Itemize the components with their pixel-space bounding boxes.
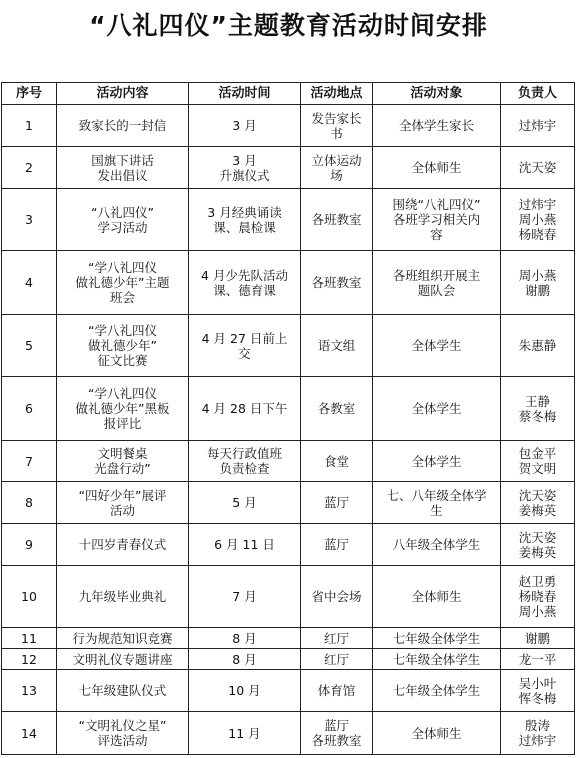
cell-owner — [501, 524, 575, 566]
cell-time-text: 6 月 11 日 — [214, 537, 275, 552]
cell-content — [57, 670, 189, 712]
cell-no — [2, 482, 57, 524]
cell-target-text: 七年级全体学生 — [392, 683, 481, 698]
cell-owner-text: 赵卫勇 杨晓春 周小燕 — [518, 574, 557, 619]
header-no: 序号 — [2, 83, 57, 105]
cell-place-text: 蓝厅 — [323, 537, 349, 552]
cell-owner-text: 过炜宇 周小燕 杨晓春 — [518, 197, 557, 242]
cell-place-text: 红厅 — [323, 630, 349, 646]
cell-place-text: 发告家长 书 — [311, 110, 362, 141]
cell-no — [2, 189, 57, 251]
cell-no — [2, 441, 57, 482]
cell-content-text: 十四岁青春仪式 — [78, 537, 167, 552]
cell-place — [301, 251, 373, 315]
cell-no-text: 7 — [25, 453, 33, 469]
cell-owner-text: 殷涛 过炜宇 — [518, 718, 557, 748]
cell-no-text: 1 — [25, 118, 33, 133]
cell-owner — [501, 147, 575, 189]
cell-time — [189, 524, 301, 566]
cell-content-text: 七年级建队仪式 — [78, 683, 167, 698]
cell-time-text: 4 月少先队活动 课、德育课 — [201, 267, 288, 298]
cell-target-text: 全体学生 — [411, 401, 462, 416]
schedule-table — [1, 82, 575, 755]
cell-target — [373, 105, 501, 147]
cell-no — [2, 566, 57, 628]
cell-content — [57, 566, 189, 628]
cell-content-text: “学八礼四仪 做礼德少年”主题 班会 — [75, 260, 170, 305]
cell-content-text: “四好少年”展评 活动 — [78, 487, 167, 518]
table-row — [2, 147, 575, 189]
cell-owner-text: 谢鹏 — [524, 630, 550, 646]
cell-target — [373, 524, 501, 566]
cell-target — [373, 441, 501, 482]
cell-owner-text: 过炜宇 — [518, 118, 557, 133]
cell-owner — [501, 377, 575, 441]
cell-time-text: 10 月 — [228, 683, 261, 698]
cell-time — [189, 105, 301, 147]
cell-place — [301, 147, 373, 189]
cell-owner — [501, 441, 575, 482]
cell-owner — [501, 712, 575, 755]
cell-place-text: 语文组 — [317, 338, 356, 353]
cell-no-text: 12 — [21, 651, 37, 667]
page-title: “八礼四仪”主题教育活动时间安排 — [89, 11, 488, 40]
cell-owner-text: 龙一平 — [518, 651, 557, 667]
cell-time — [189, 441, 301, 482]
cell-content-text: “学八礼四仪 做礼德少年”黑板 报评比 — [75, 386, 170, 431]
table-row — [2, 315, 575, 377]
cell-time-text: 4 月 27 日前上 交 — [201, 330, 288, 361]
header-owner: 负责人 — [501, 83, 575, 105]
table-row — [2, 566, 575, 628]
cell-time — [189, 566, 301, 628]
cell-target — [373, 482, 501, 524]
cell-target-text: 全体学生家长 — [398, 118, 474, 133]
table-row — [2, 105, 575, 147]
cell-owner — [501, 670, 575, 712]
cell-place-text: 各教室 — [317, 401, 356, 416]
cell-owner — [501, 628, 575, 649]
cell-no — [2, 147, 57, 189]
cell-target-text: 围绕“八礼四仪” 各班学习相关内 容 — [392, 197, 481, 242]
cell-target-text: 八年级全体学生 — [392, 537, 481, 552]
table-row — [2, 628, 575, 649]
cell-no-text: 9 — [25, 537, 33, 552]
cell-content-text: “八礼四仪” 学习活动 — [91, 204, 154, 235]
cell-owner-text: 沈天姿 姜梅英 — [518, 487, 557, 518]
cell-place — [301, 566, 373, 628]
cell-owner-text: 包金平 贺文明 — [518, 446, 557, 476]
cell-content-text: 文明餐桌 光盘行动” — [94, 446, 151, 476]
cell-content — [57, 251, 189, 315]
cell-time-text: 7 月 — [232, 589, 257, 604]
cell-target — [373, 251, 501, 315]
cell-no-text: 10 — [21, 589, 37, 604]
cell-target-text: 全体师生 — [411, 160, 462, 175]
cell-target — [373, 377, 501, 441]
cell-owner — [501, 649, 575, 670]
cell-no — [2, 628, 57, 649]
cell-owner-text: 沈天姿 — [518, 160, 557, 175]
cell-time — [189, 670, 301, 712]
cell-time — [189, 649, 301, 670]
cell-content-text: 文明礼仪专题讲座 — [72, 651, 173, 667]
cell-target — [373, 147, 501, 189]
cell-time — [189, 251, 301, 315]
cell-no-text: 13 — [21, 683, 37, 698]
cell-time — [189, 482, 301, 524]
cell-no-text: 11 — [21, 630, 37, 646]
cell-owner-text: 沈天姿 姜梅英 — [518, 529, 557, 560]
cell-no — [2, 315, 57, 377]
cell-no-text: 4 — [25, 275, 33, 290]
cell-place-text: 体育馆 — [317, 683, 356, 698]
header-time: 活动时间 — [189, 83, 301, 105]
cell-target — [373, 712, 501, 755]
cell-place-text: 各班教室 — [311, 212, 362, 227]
cell-content — [57, 649, 189, 670]
cell-place-text: 蓝厅 各班教室 — [311, 718, 362, 748]
cell-time-text: 3 月 — [232, 118, 257, 133]
header-place: 活动地点 — [301, 83, 373, 105]
cell-content-text: “文明礼仪之星” 评选活动 — [78, 718, 167, 748]
cell-place — [301, 189, 373, 251]
cell-content-text: “学八礼四仪 做礼德少年” 征文比赛 — [88, 323, 157, 368]
cell-owner-text: 周小燕 谢鹏 — [518, 267, 557, 298]
cell-place — [301, 649, 373, 670]
cell-target-text: 各班组织开展主 题队会 — [392, 267, 481, 298]
cell-place — [301, 628, 373, 649]
cell-target-text: 全体学生 — [411, 453, 462, 469]
table-row — [2, 524, 575, 566]
table-row — [2, 189, 575, 251]
cell-target — [373, 670, 501, 712]
cell-time-text: 3 月 升旗仪式 — [219, 152, 270, 183]
cell-target — [373, 315, 501, 377]
cell-time — [189, 315, 301, 377]
cell-no-text: 3 — [25, 212, 33, 227]
cell-content-text: 行为规范知识竞赛 — [72, 630, 173, 646]
cell-no — [2, 377, 57, 441]
cell-time-text: 8 月 — [232, 630, 257, 646]
table-row — [2, 649, 575, 670]
cell-content — [57, 105, 189, 147]
table-row — [2, 441, 575, 482]
cell-place — [301, 105, 373, 147]
table-body — [2, 105, 575, 755]
cell-place — [301, 441, 373, 482]
cell-time-text: 5 月 — [232, 495, 257, 510]
cell-time — [189, 147, 301, 189]
cell-target — [373, 628, 501, 649]
cell-no — [2, 712, 57, 755]
cell-target-text: 七、八年级全体学 生 — [386, 487, 487, 518]
cell-owner — [501, 566, 575, 628]
cell-no — [2, 524, 57, 566]
cell-target — [373, 566, 501, 628]
cell-time — [189, 628, 301, 649]
cell-time-text: 4 月 28 日下午 — [201, 401, 288, 416]
table-row — [2, 251, 575, 315]
cell-owner — [501, 189, 575, 251]
cell-owner — [501, 315, 575, 377]
cell-no-text: 2 — [25, 160, 33, 175]
cell-no-text: 8 — [25, 495, 33, 510]
cell-target-text: 全体学生 — [411, 338, 462, 353]
cell-content — [57, 377, 189, 441]
cell-no-text: 5 — [25, 338, 33, 353]
cell-place-text: 蓝厅 — [323, 495, 349, 510]
cell-target-text: 七年级全体学生 — [392, 630, 481, 646]
cell-content — [57, 315, 189, 377]
cell-place-text: 食堂 — [323, 453, 349, 469]
table-row — [2, 712, 575, 755]
cell-content — [57, 712, 189, 755]
header-row — [2, 83, 575, 105]
cell-time-text: 3 月经典诵读 课、晨检课 — [207, 204, 282, 235]
cell-target-text: 七年级全体学生 — [392, 651, 481, 667]
cell-no-text: 6 — [25, 401, 33, 416]
cell-place-text: 立体运动 场 — [311, 152, 362, 183]
cell-no — [2, 251, 57, 315]
cell-place — [301, 482, 373, 524]
cell-content-text: 九年级毕业典礼 — [78, 589, 167, 604]
cell-place-text: 红厅 — [323, 651, 349, 667]
cell-content — [57, 524, 189, 566]
cell-target-text: 全体师生 — [411, 725, 462, 741]
cell-no-text: 14 — [21, 725, 37, 741]
cell-owner — [501, 105, 575, 147]
cell-no — [2, 649, 57, 670]
cell-place — [301, 712, 373, 755]
cell-place — [301, 377, 373, 441]
cell-place-text: 省中会场 — [311, 589, 362, 604]
cell-content — [57, 189, 189, 251]
cell-time — [189, 377, 301, 441]
cell-owner — [501, 482, 575, 524]
cell-time-text: 11 月 — [228, 725, 261, 741]
cell-place — [301, 670, 373, 712]
cell-content-text: 致家长的一封信 — [78, 118, 167, 133]
header-content: 活动内容 — [57, 83, 189, 105]
cell-owner — [501, 251, 575, 315]
cell-content — [57, 441, 189, 482]
cell-place — [301, 315, 373, 377]
table-row — [2, 377, 575, 441]
cell-target-text: 全体师生 — [411, 589, 462, 604]
cell-place-text: 各班教室 — [311, 275, 362, 290]
cell-no — [2, 105, 57, 147]
cell-time — [189, 189, 301, 251]
cell-owner-text: 朱惠静 — [518, 338, 557, 353]
cell-owner-text: 吴小叶 恽冬梅 — [518, 675, 557, 706]
cell-no — [2, 670, 57, 712]
cell-time-text: 每天行政值班 负责检查 — [206, 446, 282, 476]
cell-time — [189, 712, 301, 755]
table-row — [2, 670, 575, 712]
cell-content — [57, 147, 189, 189]
cell-place — [301, 524, 373, 566]
cell-target — [373, 189, 501, 251]
cell-target — [373, 649, 501, 670]
cell-content — [57, 482, 189, 524]
table-row — [2, 482, 575, 524]
cell-owner-text: 王静 蔡冬梅 — [518, 393, 557, 424]
cell-content-text: 国旗下讲话 发出倡议 — [91, 152, 154, 183]
cell-content — [57, 628, 189, 649]
cell-time-text: 8 月 — [232, 651, 257, 667]
header-target: 活动对象 — [373, 83, 501, 105]
